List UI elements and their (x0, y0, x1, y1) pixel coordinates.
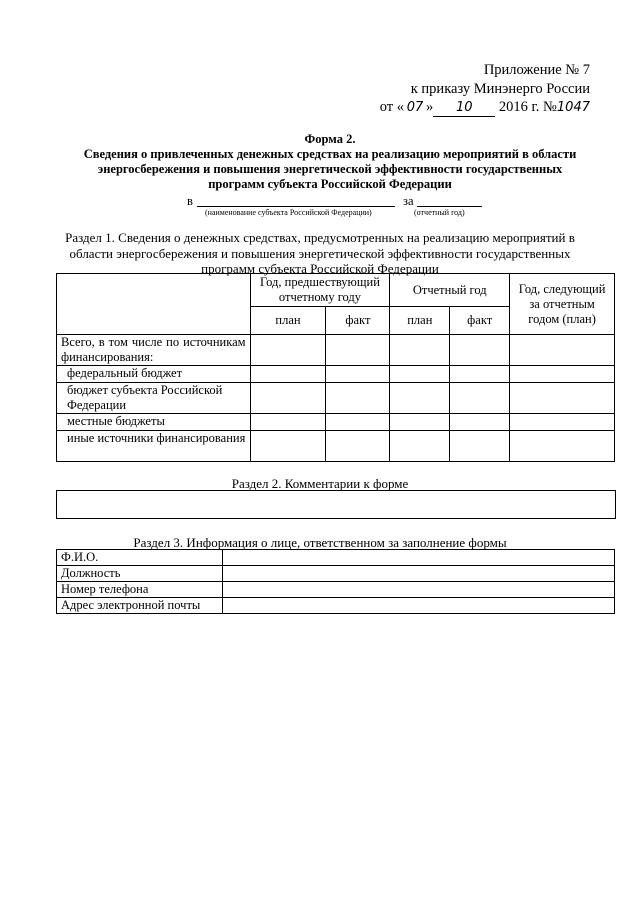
cell[interactable] (250, 431, 326, 462)
day-handwritten: 07 (406, 100, 424, 115)
year-field-line[interactable] (417, 206, 482, 207)
email-label: Адрес электронной почты (57, 598, 223, 614)
table-row (57, 566, 615, 582)
table-header-row (57, 274, 615, 307)
cell[interactable] (326, 335, 390, 366)
row-other-label: иные источники финансирования (57, 431, 251, 462)
form-heading-line2: энергосбережения и повышения энергетической эффективности государственных (97, 162, 563, 176)
cell[interactable] (450, 383, 510, 414)
phone-label: Номер телефона (57, 582, 223, 598)
table-row (57, 383, 615, 414)
cell[interactable] (326, 431, 390, 462)
appendix-label: Приложение № 7 (483, 62, 590, 78)
cell[interactable] (250, 335, 326, 366)
cell[interactable] (390, 366, 450, 383)
cell[interactable] (390, 431, 450, 462)
cell[interactable] (450, 366, 510, 383)
section1-title-line1: Раздел 1. Сведения о денежных средствах, предусмотренных на реализацию мероприятий в (65, 230, 575, 245)
month-handwritten: 10 (433, 99, 495, 117)
col-report-year: Отчетный год (390, 274, 510, 307)
cell[interactable] (510, 383, 615, 414)
col-report-fact: факт (450, 307, 510, 335)
cell[interactable] (390, 383, 450, 414)
form-heading-line3: программ субъекта Российской Федерации (208, 177, 452, 191)
col-report-plan: план (390, 307, 450, 335)
section2-title: Раздел 2. Комментарии к форме (231, 476, 409, 491)
table-row (57, 431, 615, 462)
phone-field[interactable] (222, 582, 614, 598)
order-number-handwritten: 1047 (556, 100, 590, 115)
cell[interactable] (510, 414, 615, 431)
cell[interactable] (250, 383, 326, 414)
cell[interactable] (390, 335, 450, 366)
cell[interactable] (510, 335, 615, 366)
table-row (57, 582, 615, 598)
table-row (57, 335, 615, 366)
funds-table (56, 273, 615, 462)
email-field[interactable] (222, 598, 614, 614)
cell[interactable] (510, 431, 615, 462)
subject-field-line[interactable] (197, 206, 395, 207)
header-empty-cell (57, 274, 251, 335)
date-prefix: от « (379, 99, 404, 115)
table-row (57, 366, 615, 383)
fio-field[interactable] (222, 550, 614, 566)
comments-box[interactable] (56, 490, 616, 519)
form-heading-line1: Сведения о привлеченных денежных средствах на реализацию мероприятий в области (83, 147, 577, 161)
section3-title: Раздел 3. Информация о лице, ответственном за заполнение формы (133, 535, 507, 550)
cell[interactable] (450, 414, 510, 431)
order-label: к приказу Минэнерго России (410, 81, 590, 97)
col-prev-plan: план (250, 307, 326, 335)
table-row (57, 598, 615, 614)
cell[interactable] (326, 366, 390, 383)
position-field[interactable] (222, 566, 614, 582)
order-date-line (380, 99, 590, 117)
fio-label: Ф.И.О. (57, 550, 223, 566)
col-prev-fact: факт (326, 307, 390, 335)
subject-caption: (наименование субъекта Российской Федерации) (205, 208, 372, 217)
cell[interactable] (326, 414, 390, 431)
cell[interactable] (326, 383, 390, 414)
row-federal-label: федеральный бюджет (57, 366, 251, 383)
cell[interactable] (510, 366, 615, 383)
section1-title-line3: программ субъекта Российской Федерации (201, 261, 439, 276)
for-label: за (403, 194, 414, 208)
cell[interactable] (390, 414, 450, 431)
col-next-year: Год, следующий за отчетным годом (план) (510, 274, 615, 335)
row-total-label: Всего, в том числе по источникам финансирования: (57, 335, 251, 366)
cell[interactable] (250, 366, 326, 383)
date-mid: » (426, 99, 434, 115)
table-row (57, 550, 615, 566)
row-local-label: местные бюджеты (57, 414, 251, 431)
section1-title-line2: области энергосбережения и повышения энергетической эффективности государственных (69, 246, 571, 261)
year-caption: (отчетный год) (414, 208, 465, 217)
cell[interactable] (450, 335, 510, 366)
form-title: Форма 2. (304, 132, 356, 146)
year-number-label: 2016 г. № (498, 99, 557, 115)
position-label: Должность (57, 566, 223, 582)
in-label: в (187, 194, 193, 208)
col-prev-year: Год, предшествующий отчетному году (250, 274, 390, 307)
table-row (57, 414, 615, 431)
row-regional-label: бюджет субъекта Российской Федерации (57, 383, 251, 414)
cell[interactable] (250, 414, 326, 431)
responsible-table (56, 549, 615, 614)
cell[interactable] (450, 431, 510, 462)
